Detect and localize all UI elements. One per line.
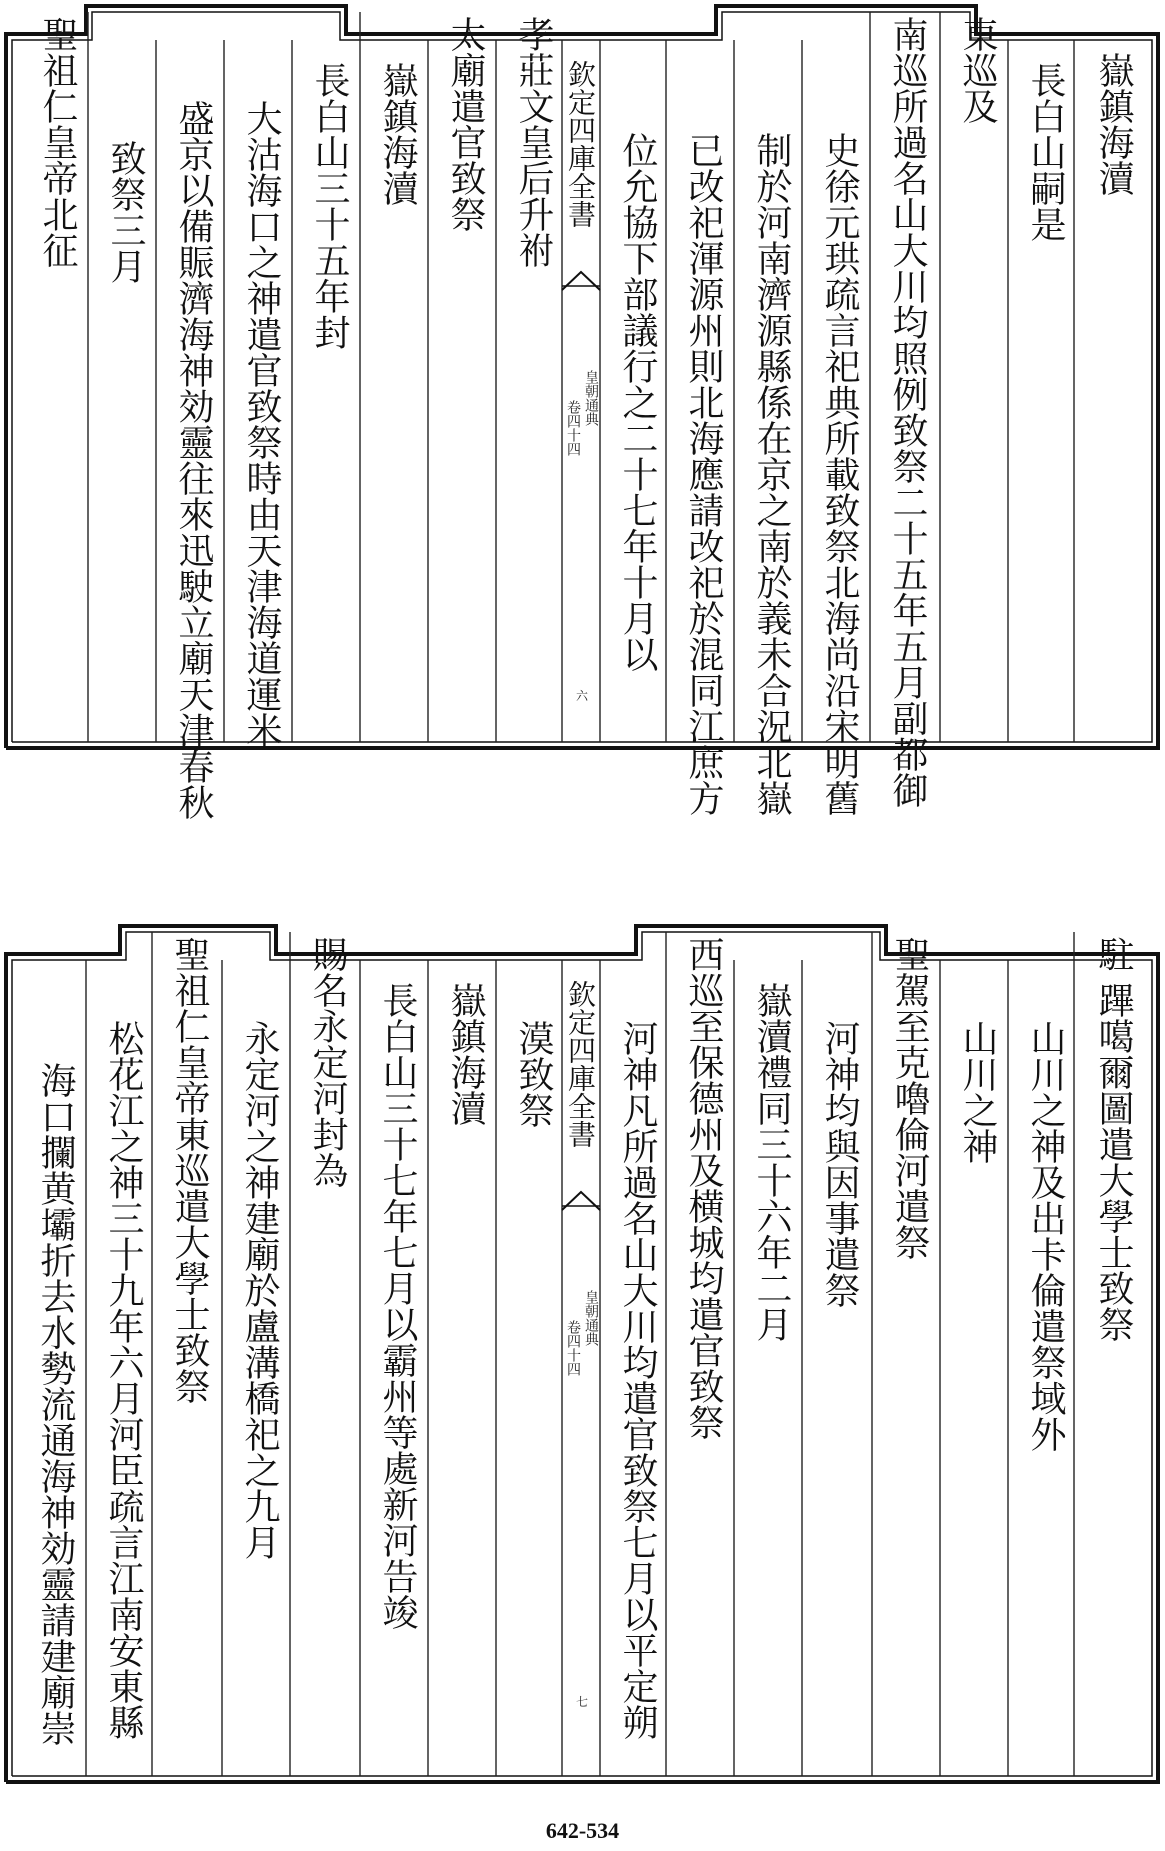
top-col-9: 孝莊文皇后升祔 [513, 16, 554, 268]
bottom-folio: 七 [576, 1695, 589, 1709]
top-col-10: 太廟遣官致祭 [445, 16, 486, 232]
top-col-2: 長白山嗣是 [1025, 62, 1066, 242]
top-col-11: 嶽鎮海瀆 [377, 62, 418, 206]
top-col-13: 大沽海口之神遣官致祭時由天津海道運米 [241, 100, 282, 748]
bottom-col-4: 山川之神 [957, 1020, 998, 1164]
bottom-col-8: 西巡至保德州及横城均遣官致祭 [683, 936, 724, 1440]
bottom-col-17: 海口攔黄壩折去水勢流通海神効靈請建廟崇 [35, 1062, 76, 1746]
top-col-8: 位允協下部議行之二十七年十月以 [617, 132, 658, 672]
top-col-14: 盛京以備賑濟海神効靈往來迅駛立廟天津春秋 [173, 100, 214, 820]
bottom-col-15: 聖祖仁皇帝東巡遣大學士致祭 [169, 936, 210, 1404]
top-col-6: 制於河南濟源縣係在京之南於義未合況北嶽 [751, 132, 792, 816]
top-col-12: 長白山三十五年封 [309, 62, 350, 350]
bottom-center-volume: 卷四十四 [565, 1320, 581, 1376]
bottom-col-1: 駐 [1093, 936, 1134, 972]
bottom-page [0, 920, 1165, 1800]
bottom-col-7: 嶽瀆禮同三十六年二月 [751, 982, 792, 1342]
bottom-col-14: 永定河之神建廟於盧溝橋祀之九月 [239, 1020, 280, 1560]
bottom-col-16: 松花江之神三十九年六月河臣疏言江南安東縣 [103, 1020, 144, 1740]
bottom-col-2: 蹕噶爾圖遣大學士致祭 [1093, 982, 1134, 1342]
top-folio: 六 [576, 689, 589, 703]
bottom-center-title: 欽定四庫全書 [564, 980, 597, 1148]
top-center-subtitle: 皇朝通典 [583, 370, 599, 426]
top-fishtail-mark [562, 272, 600, 290]
top-col-5: 史徐元珙疏言祀典所載致祭北海尚沿宋明舊 [819, 132, 860, 816]
bottom-fishtail-mark [562, 1192, 600, 1210]
bottom-col-9: 河神凡所過名山大川均遣官致祭七月以平定朔 [617, 1020, 658, 1740]
top-col-3: 東巡及 [957, 16, 998, 124]
bottom-col-6: 河神均與因事遣祭 [819, 1020, 860, 1308]
top-col-15: 致祭三月 [105, 140, 146, 284]
bottom-col-10: 漠致祭 [513, 1020, 554, 1128]
bottom-col-5: 聖駕至克嚕倫河遣祭 [889, 936, 930, 1260]
top-page [0, 0, 1165, 820]
top-col-1: 嶽鎮海瀆 [1093, 52, 1134, 196]
bottom-col-3: 山川之神及出卡倫遣祭域外 [1025, 1020, 1066, 1452]
page-reference: 642-534 [545, 1818, 620, 1843]
bottom-col-11: 嶽鎮海瀆 [445, 982, 486, 1126]
top-col-4: 南巡所過名山大川均照例致祭二十五年五月副都御 [887, 16, 928, 808]
bottom-center-subtitle: 皇朝通典 [583, 1290, 599, 1346]
top-center-title: 欽定四庫全書 [564, 60, 597, 228]
top-col-7: 已改祀渾源州則北海應請改祀於混同江庶方 [683, 132, 724, 816]
bottom-col-13: 賜名永定河封為 [307, 936, 348, 1188]
top-center-volume: 卷四十四 [565, 400, 581, 456]
top-col-16: 聖祖仁皇帝北征 [37, 16, 78, 268]
bottom-col-12: 長白山三十七年七月以霸州等處新河告竣 [377, 982, 418, 1630]
